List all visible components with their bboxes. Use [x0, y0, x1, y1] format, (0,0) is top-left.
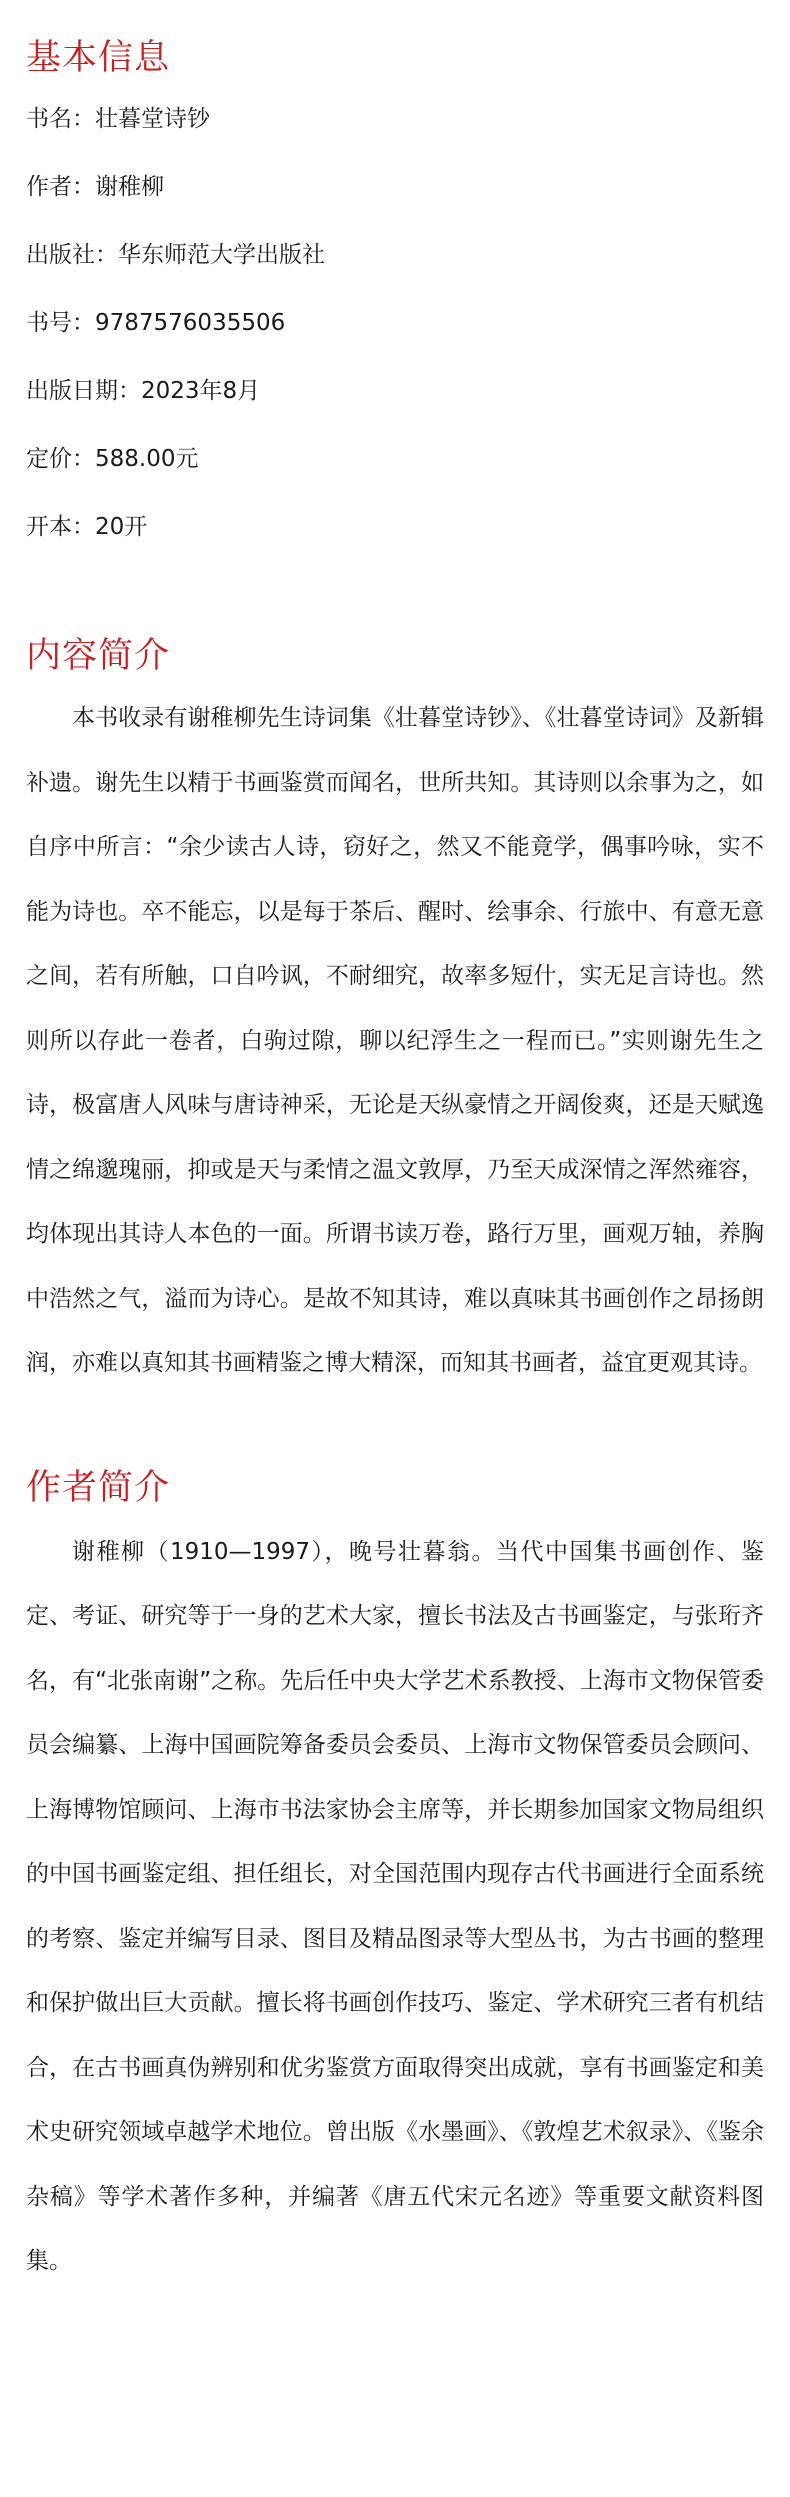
basic-info-section [26, 34, 764, 542]
info-item-publisher [26, 240, 764, 270]
info-value: 壮暮堂诗钞 [95, 106, 210, 132]
info-value: 588.00元 [95, 446, 199, 472]
basic-info-list [26, 104, 764, 542]
info-label: 书号： [26, 310, 95, 336]
basic-info-title: 基本信息 [26, 38, 171, 78]
info-item-publish-date [26, 376, 764, 406]
info-value: 华东师范大学出版社 [118, 242, 325, 268]
info-label: 书名： [26, 106, 95, 132]
info-label: 出版日期： [26, 378, 141, 404]
content-intro-section [26, 632, 764, 1396]
author-intro-section [26, 1464, 764, 2294]
info-item-author [26, 172, 764, 202]
content-intro-title: 内容简介 [26, 636, 171, 676]
info-label: 出版社： [26, 242, 118, 268]
info-value: 9787576035506 [95, 310, 286, 336]
author-intro-text: 谢稚柳（1910—1997），晚号壮暮翁。当代中国集书画创作、鉴定、考证、研究等于一身的艺术大家，擅长书法及古书画鉴定，与张珩齐名，有“北张南谢”之称。先后任中央大学艺术系教授、上海市文物保管委员会编纂、上海中国画院筹备委员会委员、上海市文物保管委员会顾问、上海博物馆顾问、上海市书法家协会主席等，并长期参加国家文物局组织的中国书画鉴定组、担任组长，对全国范围内现存古代书画进行全面系统的考察、鉴定并编写目录、图目及精品图录等大型丛书，为古书画的整理和保护做出巨大贡献。擅长将书画创作技巧、鉴定、学术研究三者有机结合，在古书画真伪辨别和优劣鉴赏方面取得突出成就，享有书画鉴定和美术史研究领域卓越学术地位。曾出版《水墨画》、《敦煌艺术叙录》、《鉴余杂稿》等学术著作多种，并编著《唐五代宋元名迹》等重要文献资料图集。 [26, 1538, 764, 2274]
info-item-isbn [26, 308, 764, 338]
info-value: 20开 [95, 514, 148, 540]
info-value: 谢稚柳 [95, 174, 164, 200]
info-item-book-name [26, 104, 764, 134]
info-value: 2023年8月 [141, 378, 261, 404]
info-label: 定价： [26, 446, 95, 472]
author-intro-title: 作者简介 [26, 1467, 171, 1508]
content-intro-text: 本书收录有谢稚柳先生诗词集《壮暮堂诗钞》、《壮暮堂诗词》及新辑补遗。谢先生以精于书画鉴赏而闻名，世所共知。其诗则以余事为之，如自序中所言：“余少读古人诗，窃好之，然又不能竟学，偶事吟咏，实不能为诗也。卒不能忘，以是每于茶后、醒时、绘事余、行旅中、有意无意之间，若有所触，口自吟讽，不耐细究，故率多短什，实无足言诗也。然则所以存此一卷者，白驹过隙，聊以纪浮生之一程而已。”实则谢先生之诗，极富唐人风味与唐诗神采，无论是天纵豪情之开阔俊爽，还是天赋逸情之绵邈瑰丽，抑或是天与柔情之温文敦厚，乃至天成深情之浑然雍容，均体现出其诗人本色的一面。所谓书读万卷，路行万里，画观万轴，养胸中浩然之气，溢而为诗心。是故不知其诗，难以真味其书画创作之昂扬朗润，亦难以真知其书画精鉴之博大精深，而知其书画者，益宜更观其诗。 [26, 705, 764, 1376]
info-label: 开本： [26, 514, 95, 540]
info-label: 作者： [26, 174, 95, 200]
info-item-price [26, 444, 764, 474]
info-item-format [26, 512, 764, 542]
